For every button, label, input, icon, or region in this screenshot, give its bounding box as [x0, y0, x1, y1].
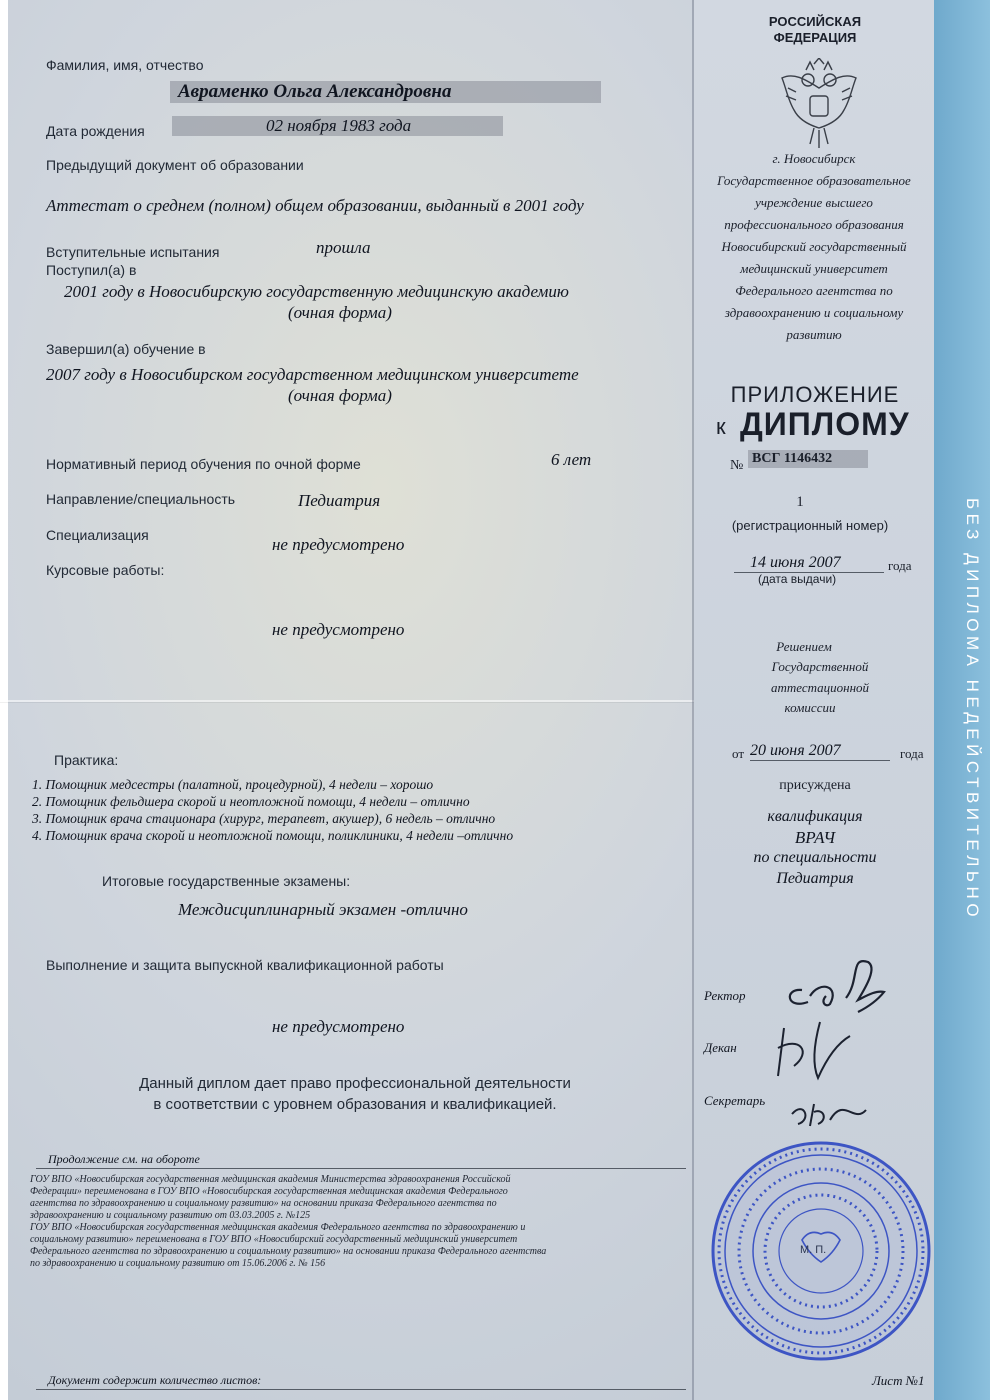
prev-doc-label: Предыдущий документ об образовании [46, 157, 304, 173]
issue-caption: (дата выдачи) [758, 572, 837, 586]
entrance-label: Вступительные испытания [46, 244, 220, 260]
secretary-label: Секретарь [704, 1093, 766, 1108]
right-specialty-value: Педиатрия [776, 870, 854, 887]
admitted-value-line2: (очная форма) [288, 303, 392, 322]
period-value: 6 лет [551, 450, 592, 469]
rights-line2: в соответствии с уровнем образования и квалификацией. [153, 1096, 557, 1113]
finished-value-line1: 2007 году в Новосибирском государственном медицинском университете [46, 365, 579, 384]
exams-label: Итоговые государственные экзамены: [102, 873, 351, 889]
rights-line1: Данный диплом дает право профессиональной деятельности [139, 1075, 571, 1092]
number-sign: № [730, 458, 744, 473]
issue-date: 14 июня 2007 [750, 554, 841, 571]
rename-note: по здравоохранению и социальному развитию от 15.06.2006 г. № 156 [30, 1258, 326, 1269]
institution-line: развитию [786, 327, 842, 342]
thesis-label: Выполнение и защита выпускной квалификационной работы [46, 957, 444, 973]
fio-value: Авраменко Ольга Александровна [170, 81, 601, 103]
by-specialty: по специальности [753, 849, 877, 866]
reg-caption: (регистрационный номер) [731, 518, 889, 533]
decision-date: 20 июня 2007 [750, 742, 841, 759]
rector-signature [780, 950, 900, 1020]
institution-line: профессионального образования [724, 217, 904, 232]
coat-of-arms-icon [776, 58, 862, 152]
institution-line: Новосибирский государственный [721, 239, 907, 254]
admitted-label: Поступил(а) в [46, 262, 137, 278]
rename-note: здравоохранению и социальному развитию от 03.03.2005 г. №125 [30, 1210, 311, 1221]
rename-note: ГОУ ВПО «Новосибирская государственная медицинская академия Федерального агентства по здравоохранению и [30, 1222, 526, 1233]
secretary-signature [784, 1090, 874, 1130]
finished-value-line2: (очная форма) [288, 386, 392, 405]
diploma-number: ВСГ 1146432 [748, 450, 868, 468]
sheets-label: Документ содержит количество листов: [48, 1373, 262, 1387]
specialization-value: не предусмотрено [272, 535, 405, 554]
qualification-value: ВРАЧ [794, 828, 836, 847]
institution-line: Государственное образовательное [717, 173, 911, 188]
awarded-word: присуждена [779, 778, 851, 793]
period-label: Нормативный период обучения по очной форме [46, 456, 361, 472]
issue-year-word: года [888, 558, 912, 573]
qualification-word: квалификация [767, 808, 863, 825]
rename-note: ГОУ ВПО «Новосибирская государственная медицинская академия Министерства здравоохранения Российской [30, 1174, 511, 1185]
prev-doc-value: Аттестат о среднем (полном) общем образовании, выданный в 2001 году [46, 196, 584, 215]
rename-note: Федерации» переименована в ГОУ ВПО «Новосибирская государственная медицинская академия Федерального [30, 1186, 508, 1197]
country-line1: РОССИЙСКАЯ [768, 14, 862, 29]
specialty-label: Направление/специальность [46, 491, 236, 507]
decision-line: аттестационной [770, 680, 870, 695]
fio-label: Фамилия, имя, отчество [46, 57, 204, 73]
country-line2: ФЕДЕРАЦИЯ [773, 30, 857, 45]
coursework-value: не предусмотрено [272, 620, 405, 639]
continued-note: Продолжение см. на обороте [48, 1152, 200, 1166]
institution-line: г. Новосибирск [772, 151, 856, 166]
thesis-value: не предусмотрено [272, 1017, 405, 1036]
birth-label: Дата рождения [46, 123, 145, 139]
sheet-number: Лист №1 [872, 1373, 925, 1388]
decision-line: Государственной [771, 659, 869, 674]
specialty-value: Педиатрия [298, 491, 381, 510]
decision-year-word: года [900, 746, 924, 761]
entrance-value: прошла [316, 238, 371, 257]
from-word: от [732, 746, 745, 761]
admitted-value-line1: 2001 году в Новосибирскую государственную медицинскую академию [64, 282, 569, 301]
practice-item: 2. Помощник фельдшера скорой и неотложной помощи, 4 недели – отлично [32, 794, 470, 809]
institution-line: Федерального агентства по [735, 283, 893, 298]
title-line2: ДИПЛОМУ [740, 406, 910, 442]
title-line1: ПРИЛОЖЕНИЕ [730, 382, 900, 407]
institution-line: учреждение высшего [755, 195, 873, 210]
specialization-label: Специализация [46, 527, 149, 543]
practice-item: 4. Помощник врача скорой и неотложной помощи, поликлиники, 4 недели –отлично [32, 828, 514, 843]
rename-note: Федерального агентства по здравоохранению и социальному развитию» на основании приказа Федерального агентства [30, 1246, 547, 1257]
finished-label: Завершил(а) обучение в [46, 341, 206, 357]
validity-stripe-text: БЕЗ ДИПЛОМА НЕДЕЙСТВИТЕЛЬНО [963, 498, 982, 922]
institution-line: медицинский университет [740, 261, 888, 276]
paper-fold [0, 700, 700, 702]
institution-line: здравоохранению и социальному [724, 305, 904, 320]
rename-note: агентства по здравоохранению и социальному развитию» на основании приказа Федерального агентства по [30, 1198, 497, 1209]
title-k: к [716, 414, 726, 439]
dean-label: Декан [704, 1040, 737, 1055]
coursework-label: Курсовые работы: [46, 562, 165, 578]
decision-line: Решением [776, 639, 832, 654]
rename-note: социальному развитию» переименована в ГОУ ВПО «Новосибирский государственный медицинский университет [30, 1234, 518, 1245]
exams-value: Междисциплинарный экзамен -отлично [178, 900, 468, 919]
dean-signature [764, 1014, 874, 1084]
reg-number: 1 [796, 494, 804, 510]
mp-label: М. П. [800, 1244, 827, 1256]
decision-line: комиссии [784, 700, 836, 715]
practice-item: 1. Помощник медсестры (палатной, процедурной), 4 недели – хорошо [32, 777, 434, 792]
practice-item: 3. Помощник врача стационара (хирург, терапевт, акушер), 6 недель – отлично [32, 811, 496, 826]
birth-value: 02 ноября 1983 года [172, 116, 503, 136]
practice-label: Практика: [54, 752, 119, 768]
rector-label: Ректор [704, 988, 746, 1003]
